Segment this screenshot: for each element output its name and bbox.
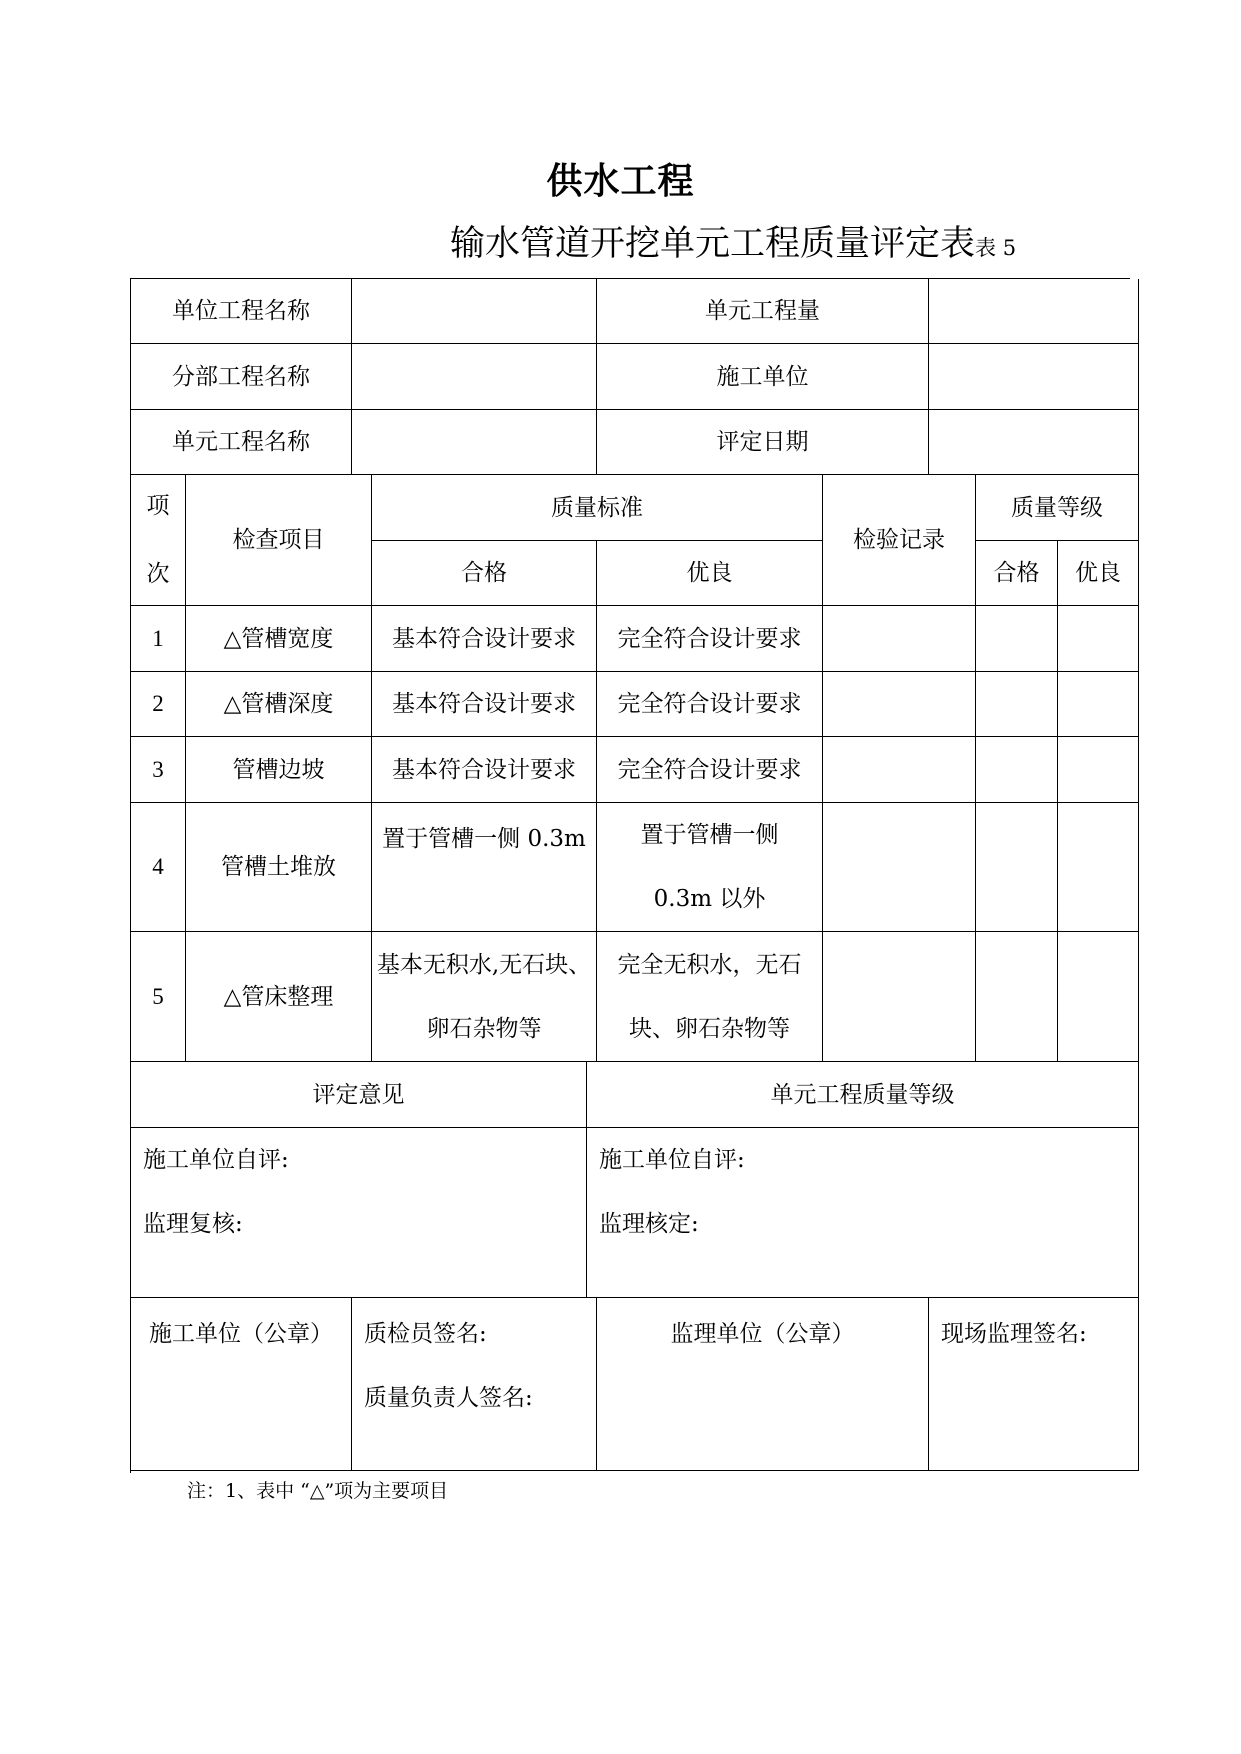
assessment-opinion-cell[interactable] <box>131 1128 587 1298</box>
unit-quantity-label: 单元工程量 <box>597 279 929 344</box>
element-project-name-label: 单元工程名称 <box>131 410 352 475</box>
grade-qualified-cell[interactable] <box>976 803 1058 932</box>
item-number-header-bottom: 次 <box>146 561 170 587</box>
inspection-record-cell[interactable] <box>823 803 976 932</box>
qualified-standard: 置于管槽一侧 0.3m <box>372 803 597 932</box>
item-number: 2 <box>131 672 186 737</box>
inspection-record-cell[interactable] <box>823 606 976 672</box>
unit-quantity-field[interactable] <box>929 279 1139 344</box>
assessment-date-field[interactable] <box>929 410 1139 475</box>
qualified-standard-line2: 卵石杂物等 <box>426 1015 542 1042</box>
right-verify-label: 监理核定: <box>599 1211 699 1237</box>
grade-qualified-cell[interactable] <box>976 672 1058 737</box>
supervision-unit-seal-cell[interactable]: 监理单位（公章） <box>597 1298 929 1471</box>
grade-excellent-cell[interactable] <box>1058 672 1139 737</box>
item-number: 1 <box>131 606 186 672</box>
item-number: 4 <box>131 803 186 932</box>
footnote: 注：1、表中 “△”项为主要项目 <box>187 1480 449 1502</box>
document-title: 供水工程 <box>546 161 695 202</box>
standard-qualified-header: 合格 <box>372 541 597 606</box>
right-self-eval-label: 施工单位自评: <box>599 1147 745 1173</box>
grade-qualified-header: 合格 <box>976 541 1058 606</box>
form-subtitle: 输水管道开挖单元工程质量评定表 <box>450 224 976 264</box>
grade-excellent-cell[interactable] <box>1058 932 1139 1062</box>
grade-qualified-cell[interactable] <box>976 737 1058 803</box>
excellent-standard-line2: 0.3m 以外 <box>653 886 766 912</box>
inspection-record-header: 检验记录 <box>823 475 976 606</box>
grade-excellent-cell[interactable] <box>1058 737 1139 803</box>
inspection-record-cell[interactable] <box>823 932 976 1062</box>
excellent-standard <box>597 932 823 1062</box>
form-title <box>450 222 1016 270</box>
assessment-date-label: 评定日期 <box>597 410 929 475</box>
construction-signatures-cell[interactable] <box>352 1298 597 1471</box>
unit-project-name-field[interactable] <box>352 279 597 344</box>
site-supervisor-signature-cell[interactable] <box>929 1298 1139 1471</box>
check-item-header: 检查项目 <box>186 475 372 606</box>
inspection-record-cell[interactable] <box>823 737 976 803</box>
construction-unit-label: 施工单位 <box>597 344 929 410</box>
excellent-standard-line1: 置于管槽一侧 <box>640 822 779 848</box>
excellent-standard: 完全符合设计要求 <box>597 672 823 737</box>
quality-standard-header: 质量标准 <box>372 475 823 541</box>
item-number: 5 <box>131 932 186 1062</box>
qualified-standard: 基本符合设计要求 <box>372 606 597 672</box>
item-number-header-top: 项 <box>146 493 170 519</box>
qualified-standard: 基本符合设计要求 <box>372 672 597 737</box>
construction-unit-field[interactable] <box>929 344 1139 410</box>
check-item: △管槽宽度 <box>186 606 372 672</box>
left-review-label: 监理复核: <box>143 1211 243 1237</box>
table-number: 表 5 <box>975 236 1017 260</box>
quality-lead-signature-label: 质量负责人签名: <box>364 1385 533 1411</box>
qualified-standard: 基本符合设计要求 <box>372 737 597 803</box>
item-number: 3 <box>131 737 186 803</box>
sub-project-name-field[interactable] <box>352 344 597 410</box>
qualified-standard-line1: 基本无积水,无石块、 <box>376 951 592 978</box>
grade-qualified-cell[interactable] <box>976 932 1058 1062</box>
unit-project-name-label: 单位工程名称 <box>131 279 352 344</box>
assessment-opinion-header: 评定意见 <box>131 1062 587 1128</box>
standard-excellent-header: 优良 <box>597 541 823 606</box>
item-number-header <box>131 475 186 606</box>
inspection-record-cell[interactable] <box>823 672 976 737</box>
excellent-standard: 完全符合设计要求 <box>597 606 823 672</box>
grade-excellent-cell[interactable] <box>1058 803 1139 932</box>
grade-excellent-header: 优良 <box>1058 541 1139 606</box>
grade-excellent-cell[interactable] <box>1058 606 1139 672</box>
check-item: 管槽土堆放 <box>186 803 372 932</box>
element-quality-grade-header: 单元工程质量等级 <box>587 1062 1139 1128</box>
sub-project-name-label: 分部工程名称 <box>131 344 352 410</box>
excellent-standard-line1: 完全无积水，无石 <box>617 951 802 978</box>
excellent-standard: 完全符合设计要求 <box>597 737 823 803</box>
left-self-eval-label: 施工单位自评: <box>143 1147 289 1173</box>
assessment-form-table <box>130 278 1130 1473</box>
quality-grade-cell[interactable] <box>587 1128 1139 1298</box>
check-item: △管槽深度 <box>186 672 372 737</box>
site-supervisor-signature-label: 现场监理签名: <box>941 1321 1087 1347</box>
grade-qualified-cell[interactable] <box>976 606 1058 672</box>
quality-grade-header: 质量等级 <box>976 475 1139 541</box>
inspector-signature-label: 质检员签名: <box>364 1321 487 1347</box>
check-item: 管槽边坡 <box>186 737 372 803</box>
construction-unit-seal-cell[interactable]: 施工单位（公章） <box>131 1298 352 1471</box>
check-item: △管床整理 <box>186 932 372 1062</box>
excellent-standard <box>597 803 823 932</box>
qualified-standard <box>372 932 597 1062</box>
excellent-standard-line2: 块、卵石杂物等 <box>629 1015 790 1042</box>
element-project-name-field[interactable] <box>352 410 597 475</box>
